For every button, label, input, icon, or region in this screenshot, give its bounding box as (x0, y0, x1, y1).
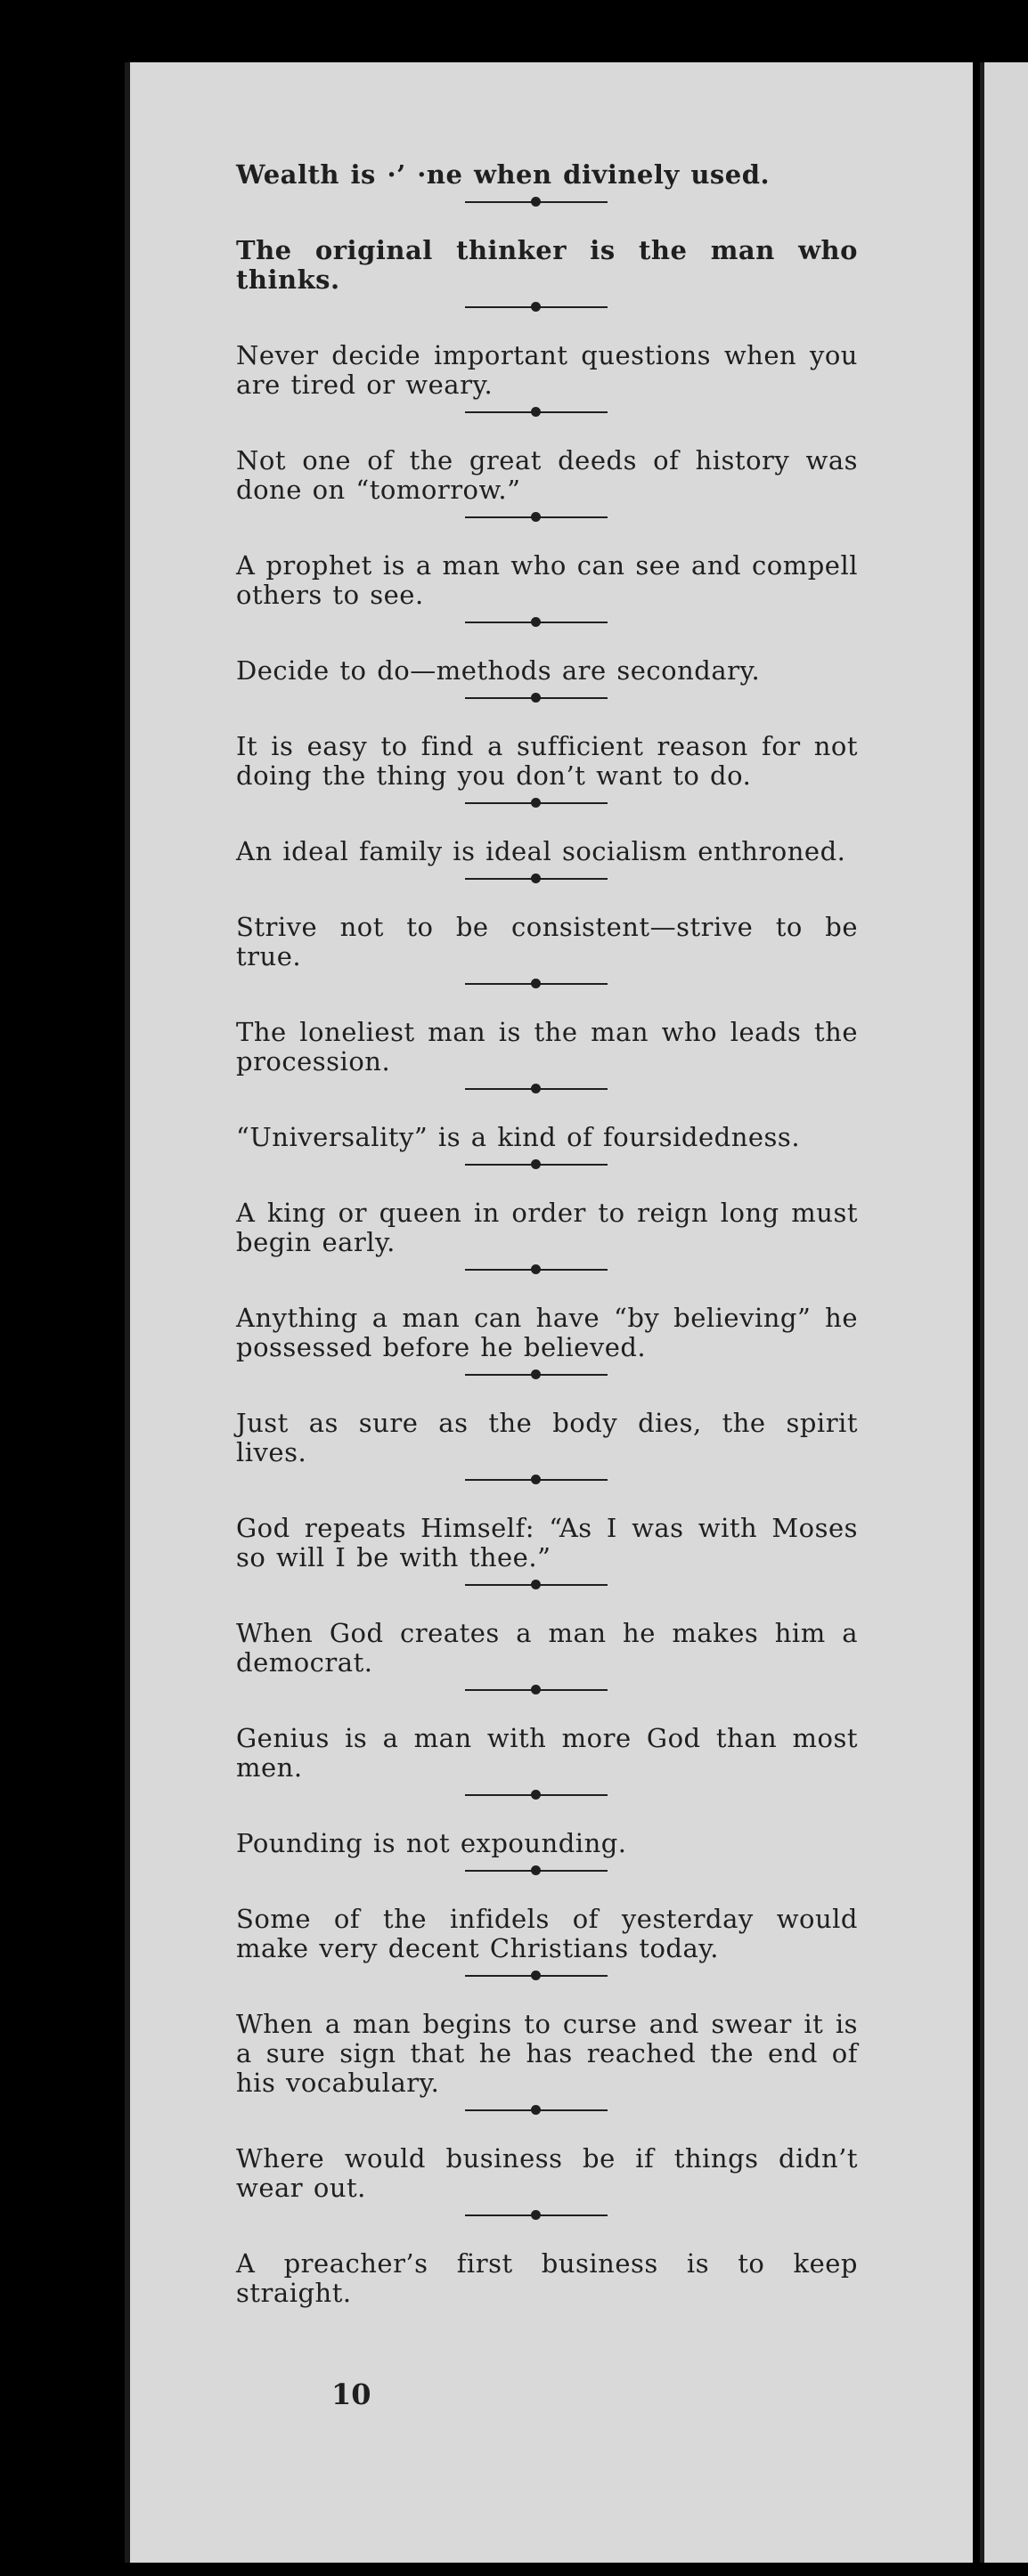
aphorism-text: A preacher’s first business is to keep straight. (236, 2248, 858, 2308)
ornament-dot (531, 798, 541, 808)
aphorism-text: God repeats Himself: “As I was with Moses so will I be with thee.” (236, 1513, 858, 1572)
ornament-divider (465, 983, 608, 985)
ornament-divider (465, 1870, 608, 1872)
aphorism-text: The loneliest man is the man who leads the procession. (236, 1017, 858, 1077)
ornament-dot (531, 1369, 541, 1379)
ornament-dot (531, 407, 541, 417)
ornament-dot (531, 2210, 541, 2220)
aphorism-text: Where would business be if things didn’t wear out. (236, 2143, 858, 2203)
ornament-dot (531, 874, 541, 883)
aphorism-text: It is easy to find a sufficient reason for not doing the thing you don’t want to do. (236, 731, 858, 791)
ornament-dot (531, 1971, 541, 1980)
ornament-divider (465, 201, 608, 203)
aphorism-text: Strive not to be consistent—strive to be true. (236, 912, 858, 971)
ornament-divider (465, 1088, 608, 1090)
aphorism-text: A prophet is a man who can see and compell others to see. (236, 550, 858, 610)
aphorism-text: The original thinker is the man who thinks. (236, 235, 858, 295)
ornament-divider (465, 1374, 608, 1376)
page-number: 10 (331, 2377, 371, 2411)
aphorism-text: An ideal family is ideal socialism enthroned. (236, 836, 846, 866)
aphorism-text: Wealth is ·’ ·ne when divinely used. (236, 159, 771, 190)
ornament-divider (465, 697, 608, 699)
ornament-dot (531, 197, 541, 207)
ornament-dot (531, 617, 541, 627)
ornament-divider (465, 1584, 608, 1586)
aphorism-text: Pounding is not expounding. (236, 1828, 627, 1858)
ornament-dot (531, 1580, 541, 1589)
ornament-dot (531, 2105, 541, 2115)
aphorism-text: Genius is a man with more God than most men. (236, 1723, 858, 1783)
adjacent-page (984, 62, 1028, 2563)
ornament-dot (531, 1264, 541, 1274)
ornament-dot (531, 693, 541, 703)
ornament-dot (531, 512, 541, 522)
aphorism-text: Decide to do—methods are secondary. (236, 655, 761, 686)
aphorism-text: Not one of the great deeds of history was done on “tomorrow.” (236, 445, 858, 505)
ornament-divider (465, 1794, 608, 1796)
ornament-divider (465, 1689, 608, 1691)
ornament-dot (531, 1685, 541, 1694)
ornament-divider (465, 1164, 608, 1166)
ornament-dot (531, 1865, 541, 1875)
ornament-divider (465, 1479, 608, 1481)
ornament-divider (465, 516, 608, 518)
ornament-divider (465, 802, 608, 804)
ornament-dot (531, 1790, 541, 1800)
aphorism-text: Just as sure as the body dies, the spirit lives. (236, 1408, 858, 1467)
ornament-divider (465, 622, 608, 623)
ornament-divider (465, 306, 608, 308)
ornament-dot (531, 1084, 541, 1093)
ornament-divider (465, 878, 608, 880)
aphorism-text: Never decide important questions when you are tired or weary. (236, 340, 858, 400)
aphorism-text: When God creates a man he makes him a democrat. (236, 1618, 858, 1678)
aphorism-text: Anything a man can have “by believing” he possessed before he believed. (236, 1303, 858, 1362)
ornament-dot (531, 302, 541, 312)
ornament-divider (465, 1269, 608, 1271)
ornament-dot (531, 979, 541, 988)
aphorism-text: Some of the infidels of yesterday would make very decent Christians today. (236, 1904, 858, 1963)
ornament-dot (531, 1475, 541, 1484)
ornament-dot (531, 1159, 541, 1169)
aphorism-text: When a man begins to curse and swear it is a sure sign that he has reached the end of his vocabulary. (236, 2009, 858, 2098)
aphorism-text: “Universality” is a kind of foursidedness. (236, 1122, 801, 1152)
ornament-divider (465, 2109, 608, 2111)
ornament-divider (465, 411, 608, 413)
ornament-divider (465, 2214, 608, 2216)
ornament-divider (465, 1975, 608, 1977)
aphorism-list (236, 160, 858, 2308)
aphorism-text: A king or queen in order to reign long must begin early. (236, 1198, 858, 1257)
